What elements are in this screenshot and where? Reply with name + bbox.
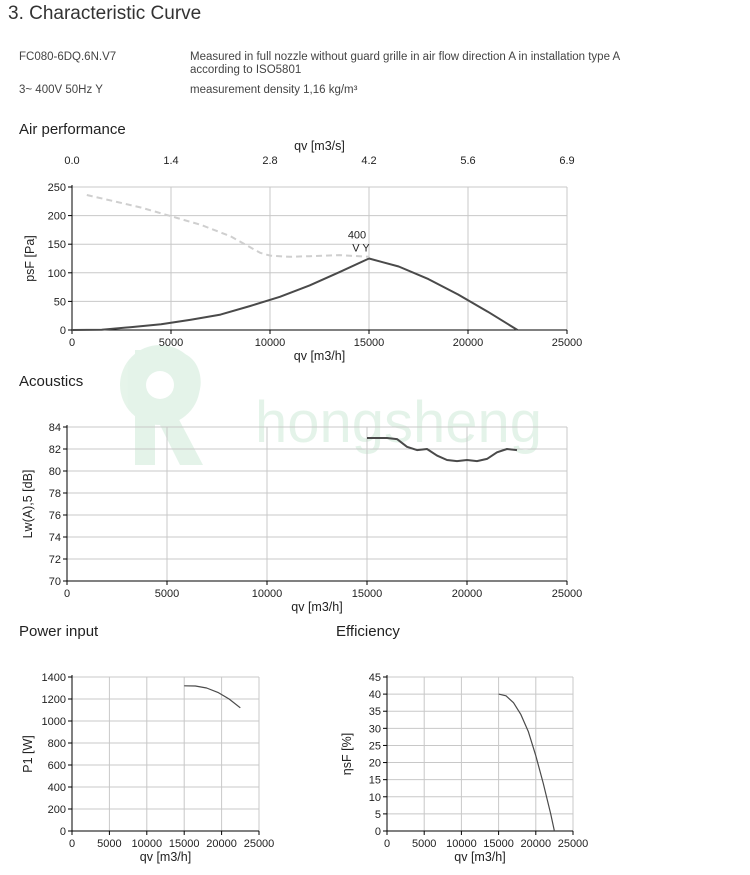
y-tick-label: 1400: [41, 672, 66, 684]
power-input-chart: [0, 665, 330, 875]
x2-tick-label: 2.8: [262, 155, 278, 167]
x-axis-label: qv [m3/h]: [293, 349, 346, 363]
spec-density: measurement density 1,16 kg/m³: [190, 84, 358, 96]
x-tick-label: 0: [68, 838, 76, 850]
y-tick-label: 0: [59, 826, 66, 838]
y-tick-label: 84: [48, 422, 61, 434]
x-tick-label: 25000: [243, 838, 275, 850]
series-dashed-line: [87, 195, 369, 257]
annotation-label: V Y: [352, 242, 370, 255]
acoustics-chart: [0, 415, 750, 625]
y-tick-label: 72: [48, 554, 61, 566]
page-title: 3. Characteristic Curve: [8, 3, 202, 24]
y-tick-label: 200: [47, 210, 66, 223]
air-performance-chart: [0, 140, 750, 370]
x-tick-label: 5000: [411, 838, 437, 850]
x-tick-label: 15000: [168, 838, 200, 850]
y-tick-label: 1200: [41, 694, 66, 706]
y-axis-label: P1 [W]: [21, 735, 35, 773]
y-tick-label: 70: [48, 576, 61, 588]
x-tick-label: 0: [63, 588, 71, 600]
y-tick-label: 0: [374, 826, 381, 838]
y-tick-label: 45: [368, 672, 381, 684]
y-tick-label: 200: [47, 804, 66, 816]
spec-measured: Measured in full nozzle without guard grille in air flow direction A in installation type A according to ISO5801: [190, 51, 620, 76]
x-axis-label: qv [m3/h]: [454, 850, 506, 864]
y-tick-label: 800: [47, 738, 66, 750]
y-tick-label: 76: [48, 510, 61, 522]
y-axis-label: ηsF [%]: [340, 732, 354, 776]
x-tick-label: 0: [68, 337, 76, 349]
x2-tick-label: 0.0: [64, 155, 80, 167]
x-tick-label: 10000: [446, 838, 477, 850]
y-tick-label: 50: [53, 296, 66, 309]
section-power-input: Power input: [19, 623, 99, 640]
y-tick-label: 400: [47, 782, 66, 794]
x2-axis-label: qv [m3/s]: [294, 140, 345, 153]
y-tick-label: 15: [368, 774, 381, 787]
y-tick-label: 20: [368, 757, 381, 770]
y-tick-label: 30: [368, 723, 381, 736]
x-tick-label: 20000: [520, 838, 552, 850]
x-tick-label: 15000: [353, 337, 385, 349]
y-tick-label: 5: [374, 808, 381, 821]
y-tick-label: 74: [48, 532, 61, 544]
x2-tick-label: 6.9: [559, 155, 575, 167]
x-tick-label: 15000: [351, 588, 383, 600]
y-tick-label: 250: [47, 182, 66, 194]
y-tick-label: 35: [368, 706, 381, 719]
y-tick-label: 150: [47, 239, 66, 252]
x-tick-label: 5000: [97, 838, 122, 850]
y-tick-label: 1000: [41, 716, 66, 728]
section-acoustics: Acoustics: [19, 373, 84, 390]
x-tick-label: 5000: [154, 588, 180, 600]
x-tick-label: 10000: [251, 588, 283, 600]
spec-supply: 3~ 400V 50Hz Y: [19, 84, 103, 96]
y-tick-label: 10: [368, 791, 381, 804]
watermark-text: hongsheng: [255, 390, 543, 455]
x-tick-label: 15000: [483, 838, 514, 850]
y-axis-label: psF [Pa]: [23, 235, 37, 282]
x-tick-label: 25000: [551, 337, 583, 349]
section-efficiency: Efficiency: [336, 623, 400, 640]
series-line-0: [367, 438, 517, 461]
y-tick-label: 25: [368, 740, 381, 753]
series-line-0: [72, 259, 518, 331]
x-tick-label: 25000: [551, 588, 583, 600]
y-tick-label: 600: [47, 760, 66, 772]
x2-tick-label: 1.4: [163, 155, 179, 167]
x2-tick-label: 4.2: [361, 155, 377, 167]
y-tick-label: 80: [48, 466, 61, 478]
x2-tick-label: 5.6: [460, 155, 476, 167]
annotation-label: 400: [347, 229, 367, 242]
y-tick-label: 40: [368, 689, 381, 702]
x-tick-label: 20000: [452, 337, 484, 349]
x-tick-label: 10000: [131, 838, 163, 850]
spec-model: FC080-6DQ.6N.V7: [19, 51, 117, 63]
x-tick-label: 10000: [254, 337, 286, 349]
y-tick-label: 100: [47, 267, 66, 280]
y-tick-label: 0: [59, 325, 66, 337]
y-tick-label: 82: [48, 444, 61, 456]
x-tick-label: 25000: [557, 838, 589, 850]
x-tick-label: 0: [383, 838, 391, 850]
series-line-0: [184, 686, 240, 708]
x-axis-label: qv [m3/h]: [139, 850, 192, 864]
y-tick-label: 78: [48, 488, 61, 500]
x-tick-label: 20000: [206, 838, 237, 850]
x-tick-label: 20000: [451, 588, 483, 600]
section-air-performance: Air performance: [19, 121, 126, 138]
efficiency-chart: [330, 665, 750, 875]
y-axis-label: Lw(A),5 [dB]: [21, 469, 35, 539]
x-axis-label: qv [m3/h]: [291, 600, 343, 614]
x-tick-label: 5000: [158, 337, 184, 349]
